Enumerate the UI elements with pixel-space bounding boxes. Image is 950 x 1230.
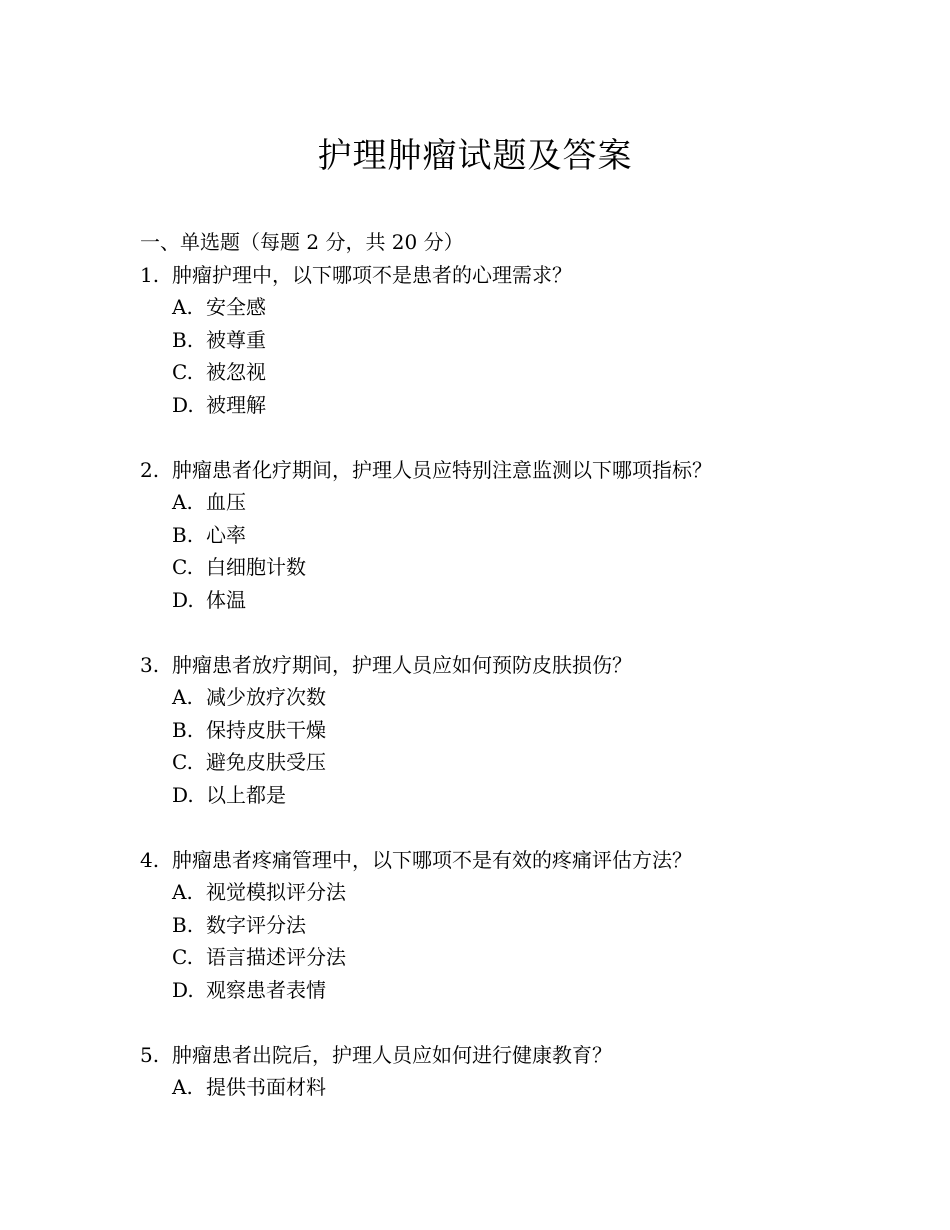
question-2 <box>140 454 900 617</box>
option-c <box>140 356 900 389</box>
document-content <box>140 226 900 1104</box>
option-key: A. <box>172 295 193 319</box>
question-3 <box>140 649 900 812</box>
question-text: 肿瘤患者放疗期间，护理人员应如何预防皮肤损伤？ <box>172 652 632 677</box>
option-key: A. <box>172 880 193 904</box>
option-d <box>140 584 900 617</box>
option-key: D. <box>172 977 194 1002</box>
question-number: 5. <box>140 1042 160 1067</box>
question-stem <box>140 1039 900 1072</box>
option-text: 语言描述评分法 <box>206 945 346 969</box>
option-text: 减少放疗次数 <box>206 685 326 709</box>
option-text: 心率 <box>206 522 246 547</box>
option-text: 视觉模拟评分法 <box>206 880 346 904</box>
question-number: 3. <box>140 652 160 677</box>
option-key: A. <box>172 490 193 514</box>
option-c <box>140 941 900 974</box>
question-1 <box>140 259 900 422</box>
option-a <box>140 291 900 324</box>
option-text: 白细胞计数 <box>206 555 306 579</box>
option-d <box>140 779 900 812</box>
option-c <box>140 551 900 584</box>
question-stem <box>140 259 900 292</box>
option-key: C. <box>172 750 193 774</box>
option-text: 被忽视 <box>206 360 266 384</box>
option-text: 提供书面材料 <box>206 1075 326 1099</box>
option-key: A. <box>172 685 193 709</box>
option-text: 血压 <box>206 490 246 514</box>
question-text: 肿瘤患者疼痛管理中，以下哪项不是有效的疼痛评估方法？ <box>172 847 692 872</box>
option-text: 安全感 <box>206 295 266 319</box>
question-number: 2. <box>140 457 160 482</box>
option-text: 数字评分法 <box>206 912 306 937</box>
document-title: 护理肿瘤试题及答案 <box>317 136 633 176</box>
option-text: 体温 <box>206 587 246 612</box>
option-a <box>140 486 900 519</box>
question-stem <box>140 844 900 877</box>
option-key: C. <box>172 360 193 384</box>
question-text: 肿瘤护理中，以下哪项不是患者的心理需求？ <box>172 262 572 287</box>
question-text: 肿瘤患者化疗期间，护理人员应特别注意监测以下哪项指标？ <box>172 457 712 482</box>
option-text: 被理解 <box>206 392 266 417</box>
option-text: 保持皮肤干燥 <box>206 717 326 742</box>
option-key: B. <box>172 912 194 937</box>
question-number: 1. <box>140 262 160 287</box>
option-key: D. <box>172 782 194 807</box>
option-d <box>140 389 900 422</box>
option-a <box>140 1071 900 1104</box>
option-text: 观察患者表情 <box>206 977 326 1002</box>
option-b <box>140 324 900 357</box>
option-key: C. <box>172 555 193 579</box>
section-heading: 一、单选题（每题 2 分，共 20 分） <box>140 230 464 254</box>
option-text: 避免皮肤受压 <box>206 750 326 774</box>
option-b <box>140 714 900 747</box>
option-c <box>140 746 900 779</box>
question-stem <box>140 649 900 682</box>
option-a <box>140 876 900 909</box>
question-text: 肿瘤患者出院后，护理人员应如何进行健康教育？ <box>172 1042 612 1067</box>
question-4 <box>140 844 900 1007</box>
option-d <box>140 974 900 1007</box>
option-b <box>140 519 900 552</box>
option-a <box>140 681 900 714</box>
question-stem <box>140 454 900 487</box>
option-key: B. <box>172 522 194 547</box>
option-key: A. <box>172 1075 193 1099</box>
option-key: B. <box>172 717 194 742</box>
option-text: 以上都是 <box>206 782 286 807</box>
option-key: D. <box>172 587 194 612</box>
option-b <box>140 909 900 942</box>
option-key: C. <box>172 945 193 969</box>
option-key: B. <box>172 327 194 352</box>
option-text: 被尊重 <box>206 327 266 352</box>
question-number: 4. <box>140 847 160 872</box>
option-key: D. <box>172 392 194 417</box>
question-5 <box>140 1039 900 1104</box>
